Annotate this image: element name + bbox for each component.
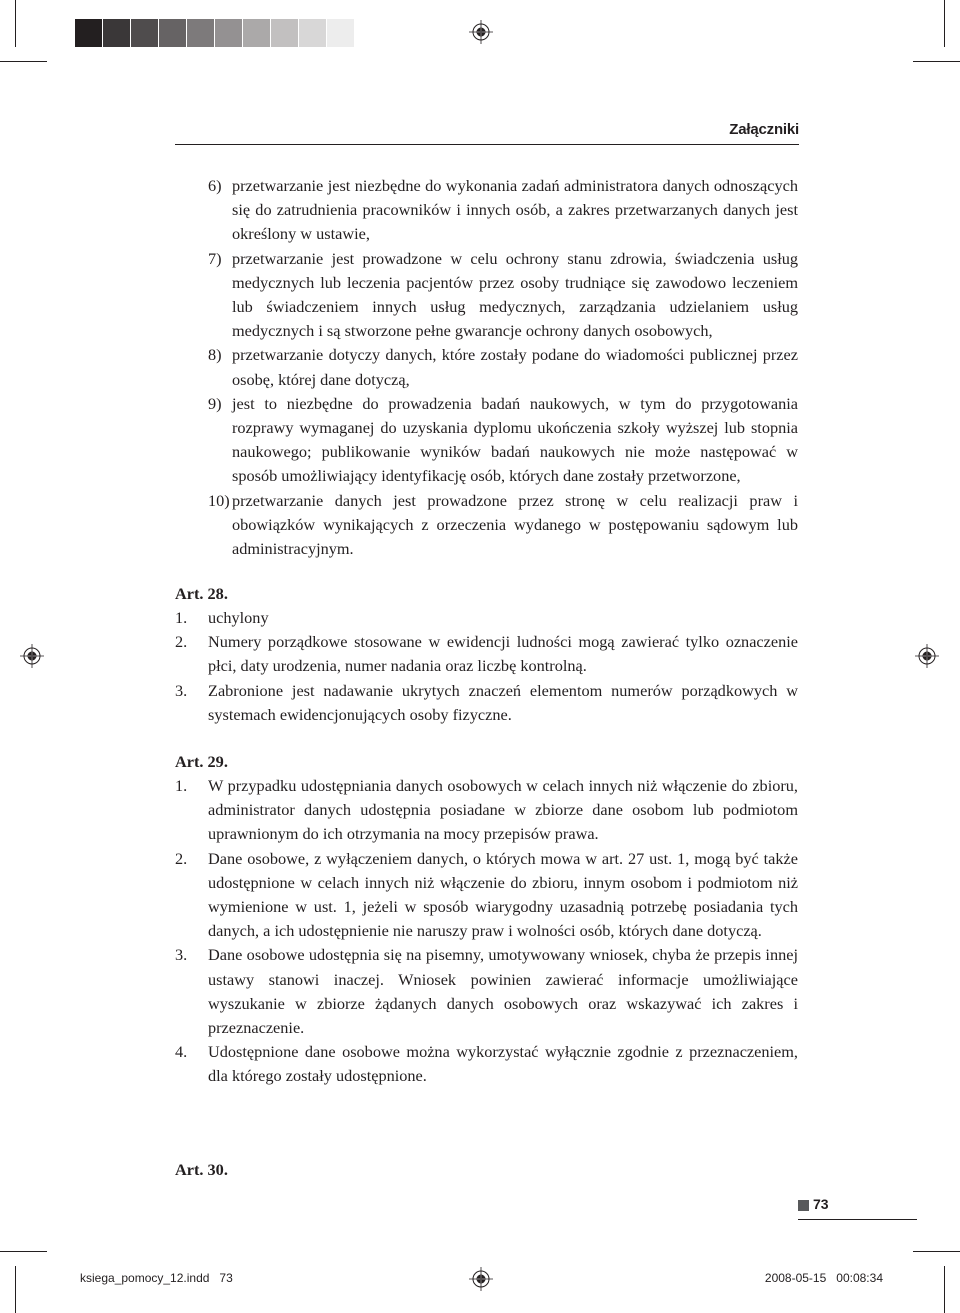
page-number-marker (798, 1200, 809, 1211)
list-item-number: 2. (175, 632, 188, 652)
page-number: 73 (813, 1196, 829, 1212)
list-item-number: 9) (208, 393, 222, 413)
list-item-number: 1. (175, 776, 188, 795)
color-swatch (159, 19, 186, 47)
list-item-text: przetwarzanie jest niezbędne do wykonania zadań administratora danych odnoszących się do zatrudnienia pracowników i innych osób, a zakres przetwarzanych danych jest określony w ustawie, (232, 176, 798, 244)
header-rule (175, 144, 799, 145)
color-swatch (271, 19, 298, 47)
list-item-text: jest to niezbędne do prowadzenia badań naukowych, w tym do przygotowania rozprawy wymaganej do uzyskania dyplomu ukończenia szkoły wyższej lub stopnia naukowego; publikowanie wyników badań naukowych nie może następować w sposób umożliwiający identyfikację osób, których dane zostały przetworzone, (232, 393, 798, 486)
list-item (175, 606, 798, 630)
list-item-text: W przypadku udostępniania danych osobowych w celach innych niż włączenie do zbioru, administrator danych udostępnia posiadane w zbiorze dane osobom lub podmiotom uprawnionym do ich otrzymania na mocy przepisów prawa. (208, 776, 798, 844)
color-swatch (103, 19, 130, 47)
list-item-text: przetwarzanie danych jest prowadzone przez stronę w celu realizacji praw i obowiązków wynikających z orzeczenia wydanego w postępowaniu sądowym lub administracyjnym. (232, 490, 798, 559)
list-item-number: 6) (208, 176, 222, 195)
article-30-title: Art. 30. (175, 1160, 228, 1179)
list-item-number: 3. (175, 680, 188, 700)
list-item (208, 392, 798, 489)
color-swatch (243, 19, 270, 47)
list-item-number: 3. (175, 945, 188, 965)
article-29-items (175, 774, 798, 1089)
registration-mark-icon (914, 643, 940, 669)
article-28-items (175, 606, 798, 727)
list-item-text: uchylony (208, 608, 269, 627)
list-item (175, 630, 798, 678)
list-item (208, 247, 798, 344)
list-item-text: przetwarzanie jest prowadzone w celu ochrony stanu zdrowia, świadczenia usług medycznych lub leczenia pacjentów przez osoby trudniące się zawodowo leczeniem lub świadczeniem innych usług medycznych, zarządzania udzielaniem usług medycznych i są stworzone pełne gwarancje ochrony danych osobowych, (232, 248, 798, 341)
page-number-rule (798, 1219, 917, 1220)
list-item (208, 343, 798, 391)
list-item-number: 4. (175, 1042, 188, 1062)
registration-mark-icon (19, 643, 45, 669)
list-item (208, 489, 798, 562)
slug-timestamp: 2008-05-15 00:08:34 (764, 1271, 883, 1285)
list-item-text: Numery porządkowe stosowane w ewidencji ludności mogą zawierać tylko oznaczenie płci, daty urodzenia, numer nadania oraz liczbę kontrolną. (208, 632, 798, 676)
list-item (175, 943, 798, 1040)
list-item (175, 1040, 798, 1088)
list-item (175, 847, 798, 944)
color-swatch (299, 19, 326, 47)
registration-mark-icon (468, 19, 494, 45)
list-item-text: Dane osobowe, z wyłączeniem danych, o których mowa w art. 27 ust. 1, mogą być także udostępnione w celach innych niż włączenie do zbioru, innym osobom i podmiotom niż wymienione w ust. 1, jeżeli w sposób wiarygodny uzasadnią potrzebę posiadania tych danych, a ich udostępnienie nie naruszy praw i wolności osób, których dane dotyczą. (208, 848, 798, 941)
list-item-text: Udostępnione dane osobowe można wykorzystać wyłącznie zgodnie z przeznaczeniem, dla którego zostały udostępnione. (208, 1042, 798, 1086)
list-item-number: 8) (208, 345, 222, 365)
list-item-text: Dane osobowe udostępnia się na pisemny, umotywowany wniosek, chyba że przepis innej ustawy stanowi inaczej. Wniosek powinien zawierać informacje umożliwiające wyszukanie w zbiorze żądanych danych osobowych oraz wskazywać ich zakres i przeznaczenie. (208, 945, 798, 1038)
list-item-number: 10) (208, 490, 230, 510)
list-item-number: 7) (208, 248, 222, 268)
color-swatch (131, 19, 158, 47)
slug-filename: ksiega_pomocy_12.indd 73 (80, 1271, 233, 1285)
list-item-text: przetwarzanie dotyczy danych, które zostały podane do wiadomości publicznej przez osobę, której dane dotyczą, (232, 345, 798, 389)
list-item (175, 679, 798, 727)
list-item (175, 774, 798, 847)
article-28-title: Art. 28. (175, 584, 228, 603)
list-item-text: Zabronione jest nadawanie ukrytych znaczeń elementom numerów porządkowych w systemach ewidencjonujących osoby fizyczne. (208, 680, 798, 724)
list-continued (208, 174, 798, 561)
list-item-number: 2. (175, 848, 188, 868)
color-swatch (327, 19, 354, 47)
article-29-title: Art. 29. (175, 752, 228, 771)
color-swatch (187, 19, 214, 47)
list-item (208, 174, 798, 247)
color-swatch (215, 19, 242, 47)
registration-mark-icon (468, 1266, 494, 1292)
color-swatch (75, 19, 102, 47)
section-title: Załączniki (729, 121, 799, 138)
list-item-number: 1. (175, 608, 188, 627)
